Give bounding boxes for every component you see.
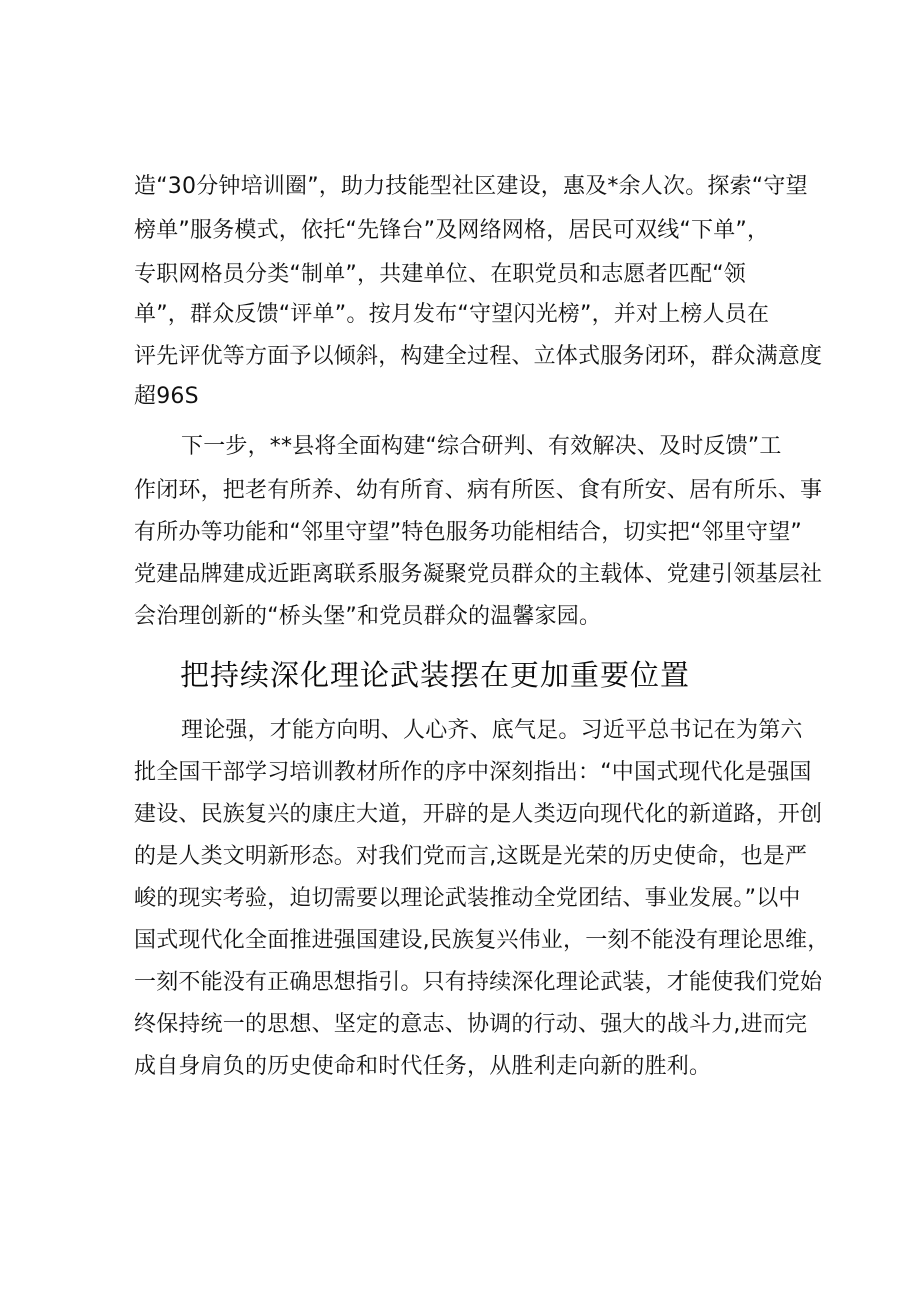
- text-line: 峻的现实考验，迫切需要以理论武装推动全党团结、事业发展。”以中: [134, 886, 801, 911]
- text-line: 成自身肩负的历史使命和时代任务，从胜利走向新的胜利。: [134, 1054, 712, 1079]
- section-heading: 把持续深化理论武装摆在更加重要位置: [180, 658, 691, 692]
- text-line: 党建品牌建成近距离联系服务凝聚党员群众的主载体、党建引领基层社: [134, 562, 823, 587]
- text-line: 的是人类文明新形态。对我们党而言,这既是光荣的历史使命，也是严: [134, 844, 808, 869]
- text-line: 理论强，才能方向明、人心齐、底气足。习近平总书记在为第六: [181, 718, 803, 743]
- text-line: 榜单”服务模式，依托“先锋台”及网络网格，居民可双线“下单”，: [134, 218, 770, 243]
- text-line: 单”，群众反馈“评单”。按月发布“守望闪光榜”，并对上榜人员在: [134, 302, 770, 327]
- text-line: 批全国干部学习培训教材所作的序中深刻指出：“中国式现代化是强国: [134, 760, 812, 785]
- text-line: 一刻不能没有正确思想指引。只有持续深化理论武装，才能使我们党始: [134, 970, 823, 995]
- text-line: 评先评优等方面予以倾斜，构建全过程、立体式服务闭环，群众满意度: [134, 344, 823, 369]
- text-line: 超96S: [134, 384, 199, 409]
- text-line: 建设、民族复兴的康庄大道，开辟的是人类迈向现代化的新道路，开创: [134, 802, 823, 827]
- text-line: 会治理创新的“桥头堡”和党员群众的温馨家园。: [134, 604, 602, 629]
- text-line: 下一步，**县将全面构建“综合研判、有效解决、及时反馈”工: [181, 434, 782, 459]
- text-line: 造“30分钟培训圈”，助力技能型社区建设，惠及*余人次。探索“守望: [134, 174, 808, 199]
- text-line: 作闭环，把老有所养、幼有所育、病有所医、食有所安、居有所乐、事: [134, 478, 823, 503]
- text-line: 专职网格员分类“制单”，共建单位、在职党员和志愿者匹配“领: [134, 262, 746, 287]
- text-line: 有所办等功能和“邻里守望”特色服务功能相结合，切实把“邻里守望”: [134, 520, 802, 545]
- text-line: 终保持统一的思想、坚定的意志、协调的行动、强大的战斗力,进而完: [134, 1012, 808, 1037]
- text-line: 国式现代化全面推进强国建设,民族复兴伟业，一刻不能没有理论思维，: [134, 928, 830, 953]
